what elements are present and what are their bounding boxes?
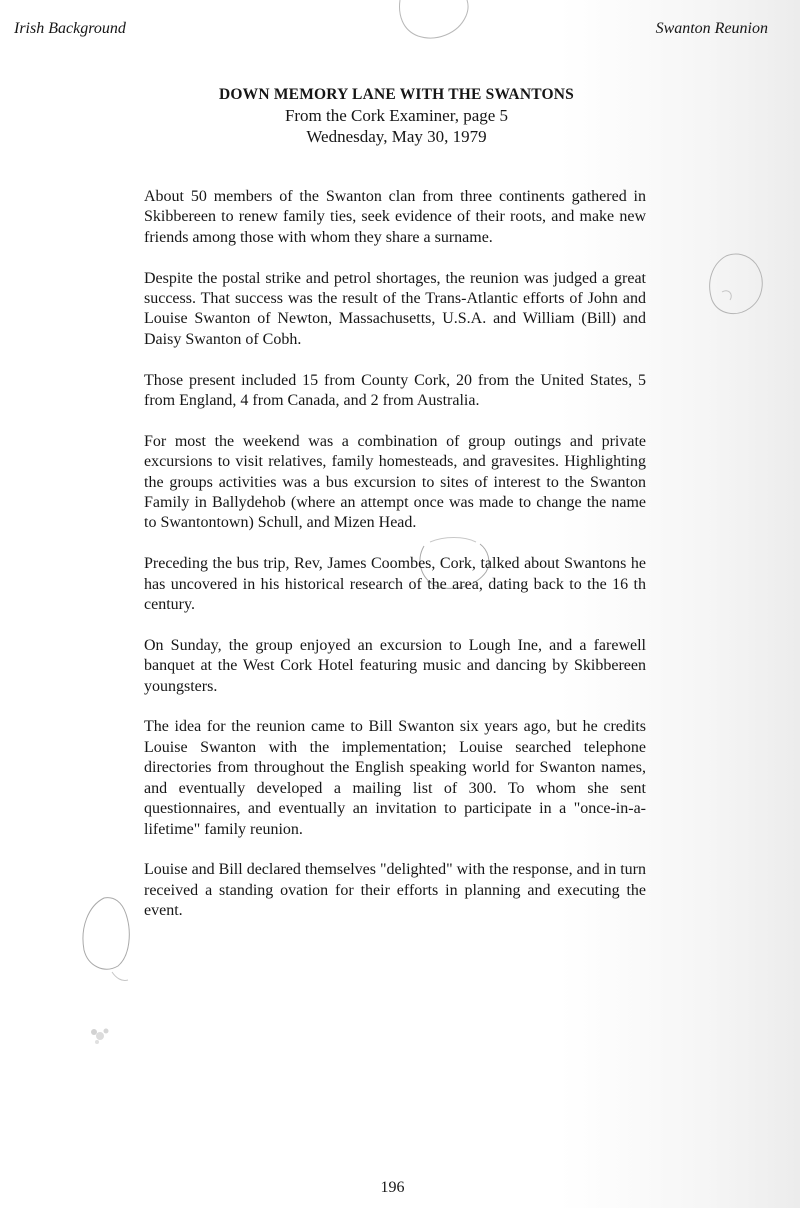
- article-date: Wednesday, May 30, 1979: [306, 127, 487, 146]
- scan-mark-left-icon: [76, 892, 140, 988]
- paragraph: The idea for the reunion came to Bill Swanton six years ago, but he credits Louise Swanton with the implementation; Louise searched telephone directories from throughout the English speaking world for Swanton names, and eventually developed a mailing list of 300. To whom she sent questionnaires, and eventually an invitation to participate in a "once-in-a-lifetime" family reunion.: [144, 718, 646, 838]
- scan-mark-top-icon: [392, 0, 472, 42]
- paragraph: Louise and Bill declared themselves "delighted" with the response, and in turn received a standing ovation for their efforts in planning and executing the event.: [144, 861, 646, 920]
- scan-smudge-icon: [82, 1018, 122, 1052]
- running-header-right: Swanton Reunion: [655, 20, 768, 37]
- paragraph: About 50 members of the Swanton clan from three continents gathered in Skibbereen to renew family ties, seek evidence of their roots, and make new friends among those with whom they share a surname.: [144, 188, 646, 246]
- paragraph: Despite the postal strike and petrol shortages, the reunion was judged a great success. That success was the result of the Trans-Atlantic efforts of John and Louise Swanton of Newton, Massachusetts, U.S.A. and William (Bill) and Daisy Swanton of Cobh.: [144, 269, 646, 348]
- article-title: DOWN MEMORY LANE WITH THE SWANTONS: [219, 86, 574, 103]
- page-number: 196: [380, 1179, 405, 1196]
- paragraph: On Sunday, the group enjoyed an excursion to Lough Ine, and a farewell banquet at the West Cork Hotel featuring music and dancing by Skibbereen youngsters.: [144, 636, 646, 695]
- paragraph: Those present included 15 from County Cork, 20 from the United States, 5 from England, 4 from Canada, and 2 from Australia.: [144, 371, 646, 410]
- paragraph: Preceding the bus trip, Rev, James Coombes, Cork, talked about Swantons he has uncovered in his historical research of the area, dating back to the 16 th century.: [144, 555, 646, 614]
- article-source: From the Cork Examiner, page 5: [284, 106, 509, 125]
- paragraph: For most the weekend was a combination of group outings and private excursions to visit relatives, family homesteads, and gravesites. Highlighting the groups activities was a bus excursion to sites of interest to the Swanton Family in Ballydehob (where an attempt once was made to change the name to Swantontown) Schull, and Mizen Head.: [144, 432, 646, 532]
- running-header-left: Irish Background: [14, 20, 126, 37]
- article-header: [0, 84, 793, 147]
- scan-mark-right-icon: [700, 248, 780, 324]
- article-body: [144, 187, 646, 942]
